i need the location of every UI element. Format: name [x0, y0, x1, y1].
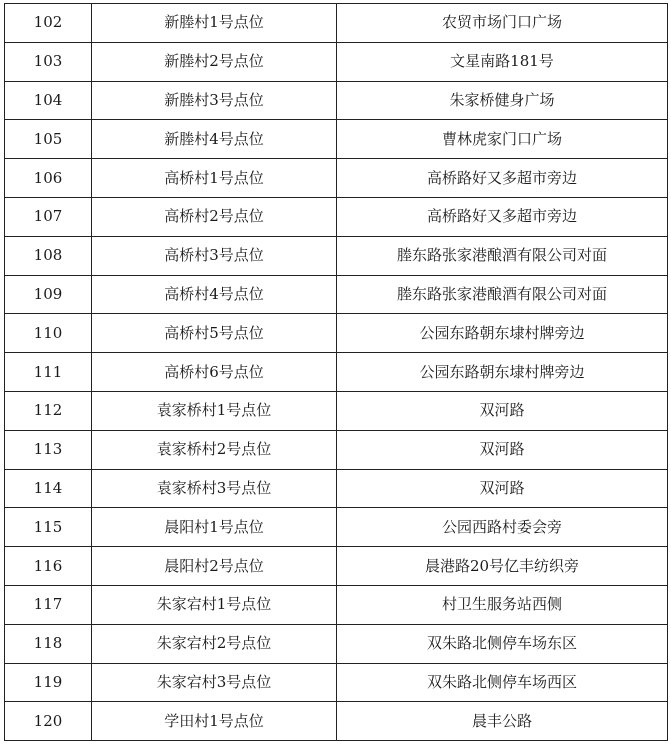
table-row [5, 508, 668, 547]
row-number-cell: 102 [5, 4, 92, 43]
point-name-cell: 高桥村4号点位 [92, 275, 337, 314]
point-name-cell: 晨阳村2号点位 [92, 547, 337, 586]
table-row [5, 120, 668, 159]
table-row [5, 430, 668, 469]
row-number-cell: 114 [5, 469, 92, 508]
table-row [5, 275, 668, 314]
collection-points-table [4, 3, 668, 741]
point-name-cell: 朱家宕村3号点位 [92, 663, 337, 702]
point-location-cell: 双河路 [337, 391, 668, 430]
table-row [5, 469, 668, 508]
table-row [5, 702, 668, 741]
row-number-cell: 111 [5, 353, 92, 392]
point-name-cell: 新塍村4号点位 [92, 120, 337, 159]
point-name-cell: 朱家宕村1号点位 [92, 585, 337, 624]
point-location-cell: 塍东路张家港酿酒有限公司对面 [337, 275, 668, 314]
point-name-cell: 新塍村1号点位 [92, 4, 337, 43]
point-location-cell: 高桥路好又多超市旁边 [337, 197, 668, 236]
point-location-cell: 晨丰公路 [337, 702, 668, 741]
point-name-cell: 袁家桥村1号点位 [92, 391, 337, 430]
point-location-cell: 双河路 [337, 430, 668, 469]
table-row [5, 4, 668, 43]
row-number-cell: 113 [5, 430, 92, 469]
row-number-cell: 109 [5, 275, 92, 314]
point-name-cell: 袁家桥村3号点位 [92, 469, 337, 508]
row-number-cell: 116 [5, 547, 92, 586]
table-row [5, 353, 668, 392]
point-location-cell: 朱家桥健身广场 [337, 81, 668, 120]
point-location-cell: 公园东路朝东埭村牌旁边 [337, 314, 668, 353]
point-location-cell: 高桥路好又多超市旁边 [337, 159, 668, 198]
point-location-cell: 村卫生服务站西侧 [337, 585, 668, 624]
table-row [5, 391, 668, 430]
table-row [5, 81, 668, 120]
point-name-cell: 袁家桥村2号点位 [92, 430, 337, 469]
row-number-cell: 115 [5, 508, 92, 547]
table-row [5, 663, 668, 702]
point-name-cell: 新塍村3号点位 [92, 81, 337, 120]
point-location-cell: 公园东路朝东埭村牌旁边 [337, 353, 668, 392]
point-name-cell: 学田村1号点位 [92, 702, 337, 741]
table-row [5, 42, 668, 81]
table-row [5, 159, 668, 198]
point-name-cell: 晨阳村1号点位 [92, 508, 337, 547]
point-location-cell: 塍东路张家港酿酒有限公司对面 [337, 236, 668, 275]
point-name-cell: 高桥村1号点位 [92, 159, 337, 198]
point-location-cell: 双朱路北侧停车场西区 [337, 663, 668, 702]
table-row [5, 624, 668, 663]
point-location-cell: 双朱路北侧停车场东区 [337, 624, 668, 663]
point-location-cell: 农贸市场门口广场 [337, 4, 668, 43]
point-location-cell: 晨港路20号亿丰纺织旁 [337, 547, 668, 586]
point-name-cell: 高桥村6号点位 [92, 353, 337, 392]
point-location-cell: 双河路 [337, 469, 668, 508]
row-number-cell: 120 [5, 702, 92, 741]
table-row [5, 197, 668, 236]
point-name-cell: 高桥村5号点位 [92, 314, 337, 353]
row-number-cell: 118 [5, 624, 92, 663]
row-number-cell: 112 [5, 391, 92, 430]
point-name-cell: 新塍村2号点位 [92, 42, 337, 81]
row-number-cell: 110 [5, 314, 92, 353]
point-name-cell: 高桥村3号点位 [92, 236, 337, 275]
row-number-cell: 117 [5, 585, 92, 624]
point-location-cell: 文星南路181号 [337, 42, 668, 81]
row-number-cell: 119 [5, 663, 92, 702]
row-number-cell: 107 [5, 197, 92, 236]
table-body [5, 4, 668, 741]
row-number-cell: 104 [5, 81, 92, 120]
table-row [5, 314, 668, 353]
row-number-cell: 103 [5, 42, 92, 81]
row-number-cell: 105 [5, 120, 92, 159]
point-name-cell: 朱家宕村2号点位 [92, 624, 337, 663]
point-name-cell: 高桥村2号点位 [92, 197, 337, 236]
table-row [5, 547, 668, 586]
point-location-cell: 曹林虎家门口广场 [337, 120, 668, 159]
table-row [5, 585, 668, 624]
point-location-cell: 公园西路村委会旁 [337, 508, 668, 547]
row-number-cell: 108 [5, 236, 92, 275]
row-number-cell: 106 [5, 159, 92, 198]
table-row [5, 236, 668, 275]
